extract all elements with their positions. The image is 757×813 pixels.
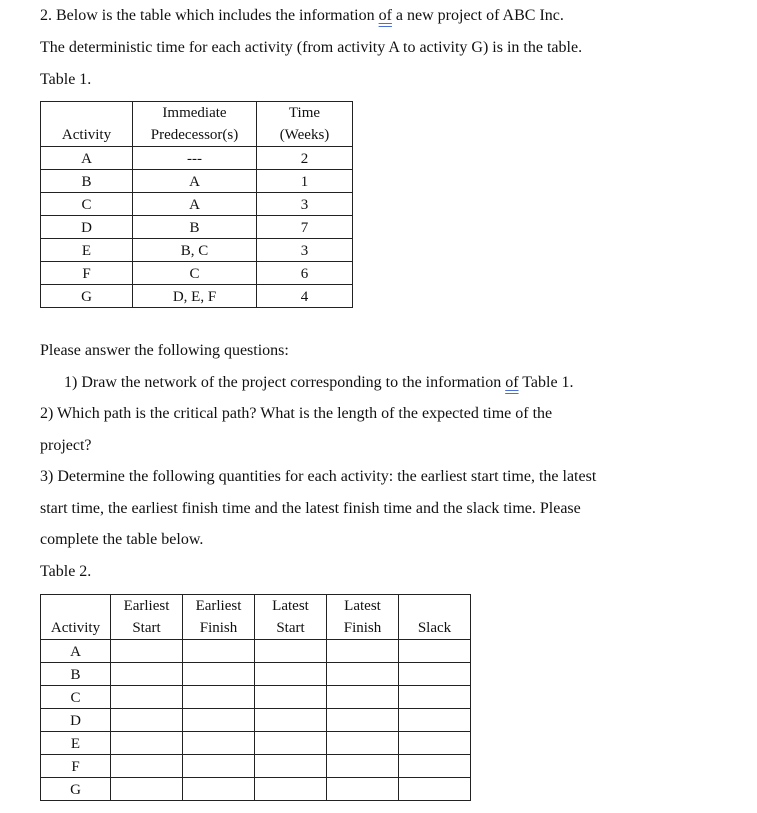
spellcheck-word: of [378, 7, 392, 24]
table-row [41, 170, 353, 193]
table-row [41, 262, 353, 285]
answer-cell[interactable] [327, 732, 399, 755]
answer-cell[interactable] [183, 686, 255, 709]
table-row [41, 216, 353, 239]
table-cell: B [133, 216, 257, 239]
question-2-line-2: project? [40, 437, 92, 454]
question-3-line-1: 3) Determine the following quantities for each activity: the earliest start time, the latest [40, 468, 597, 485]
table2-header-3: Latest Start [255, 595, 327, 640]
activity-cell: C [41, 686, 111, 709]
answer-cell[interactable] [327, 709, 399, 732]
table-cell: B [41, 170, 133, 193]
question-text: Table 1. [518, 374, 574, 391]
table-row [41, 285, 353, 308]
table-row [41, 193, 353, 216]
answer-cell[interactable] [111, 732, 183, 755]
table-cell: G [41, 285, 133, 308]
table-cell: A [133, 193, 257, 216]
question-text: 1) Draw the network of the project corresponding to the information [64, 374, 506, 391]
table-row [41, 778, 471, 801]
answer-cell[interactable] [399, 778, 471, 801]
table2-header-5: Slack [399, 595, 471, 640]
answer-cell[interactable] [255, 709, 327, 732]
question-2-line-1: 2) Which path is the critical path? What is the length of the expected time of the [40, 405, 553, 422]
table2-header-0: Activity [41, 595, 111, 640]
table-row [41, 147, 353, 170]
answer-cell[interactable] [111, 778, 183, 801]
answer-cell[interactable] [183, 732, 255, 755]
table-cell: D, E, F [133, 285, 257, 308]
table-1 [40, 101, 353, 308]
table1-header-2: Time (Weeks) [257, 102, 353, 147]
intro-text: a new project of ABC Inc. [391, 7, 564, 24]
table1-header-1: Immediate Predecessor(s) [133, 102, 257, 147]
table1-header-row [41, 102, 353, 147]
answer-cell[interactable] [399, 755, 471, 778]
activity-cell: D [41, 709, 111, 732]
table-row [41, 709, 471, 732]
table2-caption: Table 2. [40, 563, 92, 580]
table2-header-1: Earliest Start [111, 595, 183, 640]
question-1 [64, 374, 574, 392]
answer-cell[interactable] [327, 640, 399, 663]
answer-cell[interactable] [183, 640, 255, 663]
table-cell: A [41, 147, 133, 170]
activity-cell: E [41, 732, 111, 755]
table-row [41, 239, 353, 262]
table-cell: D [41, 216, 133, 239]
answer-cell[interactable] [327, 778, 399, 801]
table-cell: 6 [257, 262, 353, 285]
table-cell: B, C [133, 239, 257, 262]
answer-cell[interactable] [183, 709, 255, 732]
table2-header-2: Earliest Finish [183, 595, 255, 640]
answer-cell[interactable] [327, 663, 399, 686]
table-cell: C [41, 193, 133, 216]
answer-cell[interactable] [399, 686, 471, 709]
activity-cell: A [41, 640, 111, 663]
table-row [41, 686, 471, 709]
intro-line-1 [40, 7, 564, 25]
activity-cell: G [41, 778, 111, 801]
table-row [41, 732, 471, 755]
answer-cell[interactable] [327, 686, 399, 709]
answer-cell[interactable] [255, 778, 327, 801]
question-3-line-3: complete the table below. [40, 531, 204, 548]
spellcheck-word: of [505, 374, 519, 391]
answer-cell[interactable] [399, 709, 471, 732]
intro-line-2: The deterministic time for each activity (from activity A to activity G) is in the table. [40, 39, 583, 56]
table-2 [40, 594, 471, 801]
answer-cell[interactable] [111, 686, 183, 709]
table1-caption: Table 1. [40, 71, 92, 88]
table-cell: F [41, 262, 133, 285]
table-cell: 2 [257, 147, 353, 170]
answer-cell[interactable] [183, 663, 255, 686]
answer-cell[interactable] [111, 663, 183, 686]
answer-cell[interactable] [327, 755, 399, 778]
table-cell: 4 [257, 285, 353, 308]
answer-cell[interactable] [183, 755, 255, 778]
answer-cell[interactable] [255, 732, 327, 755]
answer-cell[interactable] [255, 686, 327, 709]
questions-intro: Please answer the following questions: [40, 342, 289, 359]
table-cell: 1 [257, 170, 353, 193]
table-row [41, 663, 471, 686]
answer-cell[interactable] [111, 755, 183, 778]
table-row [41, 755, 471, 778]
answer-cell[interactable] [111, 709, 183, 732]
table-cell: --- [133, 147, 257, 170]
answer-cell[interactable] [255, 663, 327, 686]
answer-cell[interactable] [399, 732, 471, 755]
question-3-line-2: start time, the earliest finish time and the latest finish time and the slack time. Please [40, 500, 581, 517]
table-cell: C [133, 262, 257, 285]
activity-cell: F [41, 755, 111, 778]
table2-header-row [41, 595, 471, 640]
intro-text: 2. Below is the table which includes the information [40, 7, 379, 24]
table-cell: 3 [257, 193, 353, 216]
answer-cell[interactable] [399, 663, 471, 686]
table-cell: 7 [257, 216, 353, 239]
answer-cell[interactable] [399, 640, 471, 663]
table-row [41, 640, 471, 663]
answer-cell[interactable] [255, 755, 327, 778]
table-cell: A [133, 170, 257, 193]
answer-cell[interactable] [111, 640, 183, 663]
answer-cell[interactable] [255, 640, 327, 663]
answer-cell[interactable] [183, 778, 255, 801]
table1-header-0: Activity [41, 102, 133, 147]
activity-cell: B [41, 663, 111, 686]
table-cell: E [41, 239, 133, 262]
table-cell: 3 [257, 239, 353, 262]
table2-header-4: Latest Finish [327, 595, 399, 640]
